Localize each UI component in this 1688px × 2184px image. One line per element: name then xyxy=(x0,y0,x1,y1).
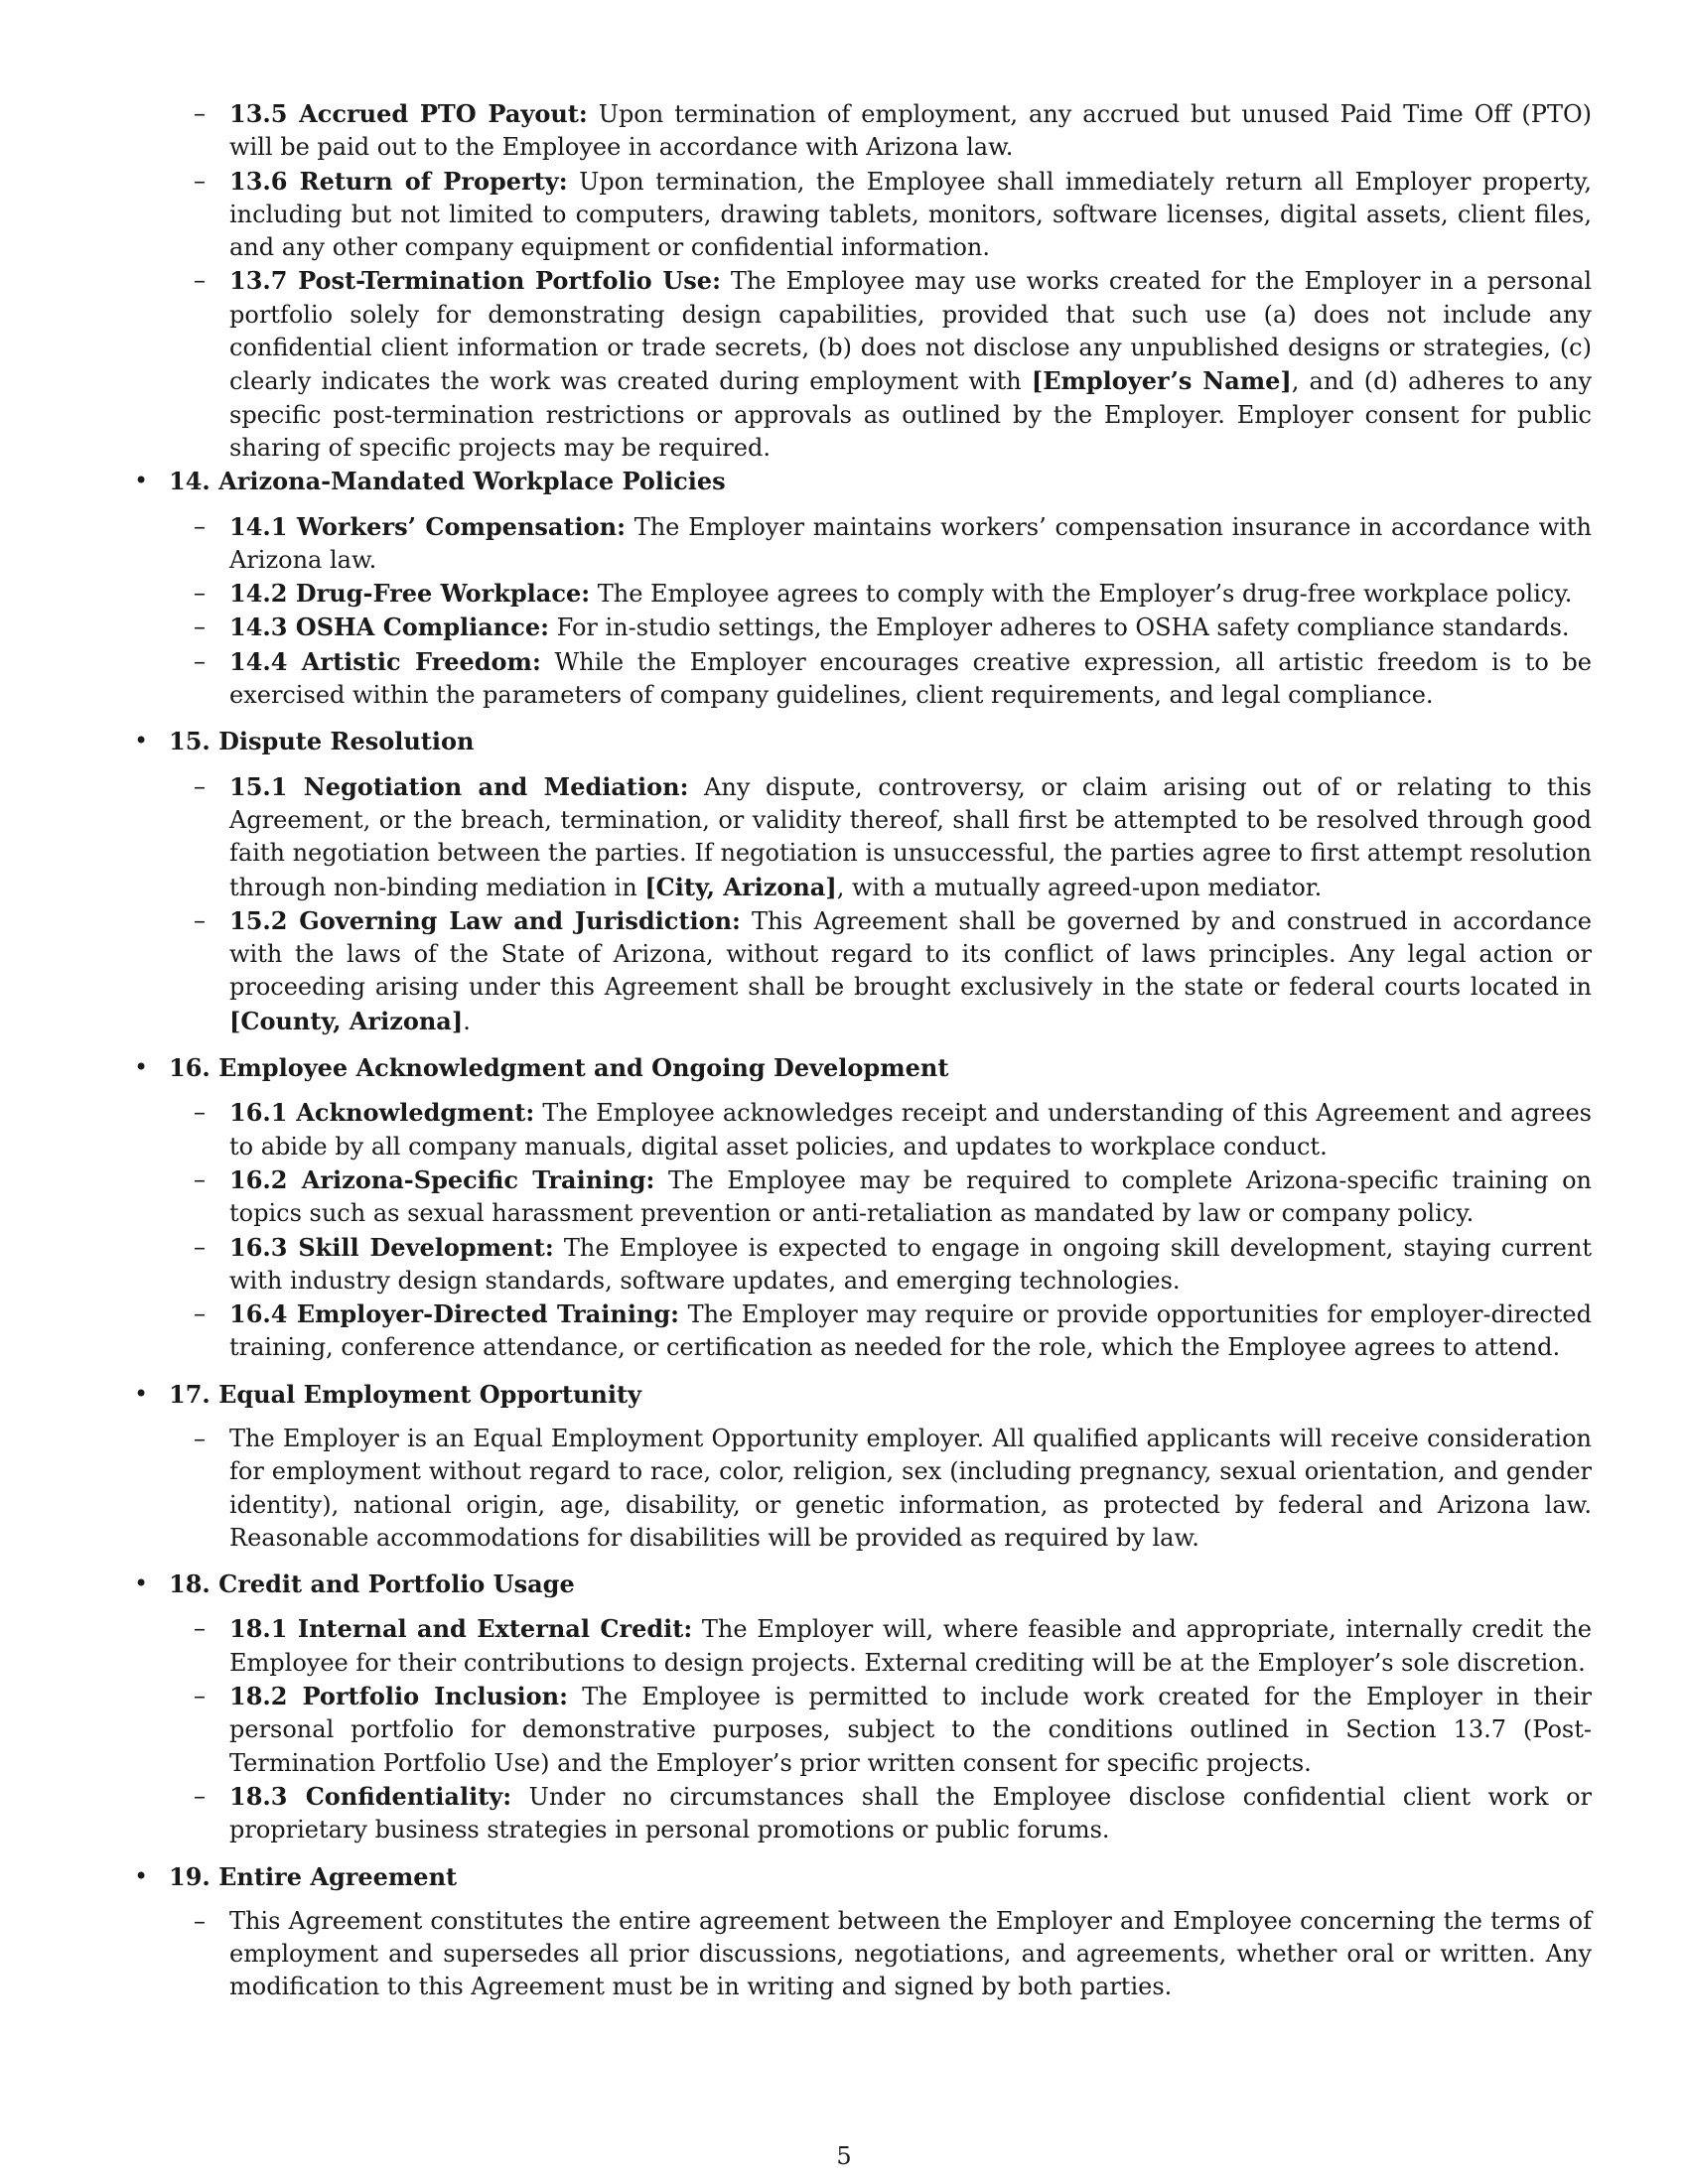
item-label: 13.5 Accrued PTO Payout: xyxy=(229,99,588,128)
list-item xyxy=(169,611,1592,644)
item-label: 18.3 Confidentiality: xyxy=(229,1781,512,1811)
section-heading: 17. Equal Employment Opportunity xyxy=(169,1379,642,1409)
item-label: 16.2 Arizona-Specific Training: xyxy=(229,1164,655,1194)
item-text: Under no circumstances shall the Employee disclose confidential client work or proprietary business strategies in personal promotions or public forums. xyxy=(229,1782,1592,1844)
item-text: The Employee may use works created for the Employer in a personal portfolio solely for demonstrating design capabilities, provided that such use (a) does not include any confidential client information or trade secrets, (b) does not disclose any unpublished designs or strategies, (c) clearly indicates the work was created during employment with xyxy=(229,267,1592,396)
item-label: 18.2 Portfolio Inclusion: xyxy=(229,1682,568,1711)
item-text: While the Employer encourages creative expression, all artistic freedom is to be exercised within the parameters of company guidelines, client requirements, and legal compliance. xyxy=(229,647,1592,710)
list-item xyxy=(169,97,1592,165)
section xyxy=(134,1860,1592,2004)
section xyxy=(134,1051,1592,1365)
bold-placeholder: [County, Arizona] xyxy=(229,1006,464,1035)
item-label: 13.7 Post-Termination Portfolio Use: xyxy=(229,266,721,296)
bullet-marker: • xyxy=(134,1379,149,1408)
dash-marker: – xyxy=(194,99,206,127)
dash-marker: – xyxy=(194,1424,206,1452)
item-label: 15.1 Negotiation and Mediation: xyxy=(229,771,689,801)
item-text: This Agreement constitutes the entire agreement between the Employer and Employee concerning the terms of employment and supersedes all prior discussions, negotiations, and agreements, whether oral or written. Any modification to this Agreement must be in writing and signed by both parties. xyxy=(229,1906,1592,2001)
bullet-marker: • xyxy=(134,1570,149,1598)
dash-marker: – xyxy=(194,1614,206,1643)
section-heading: 18. Credit and Portfolio Usage xyxy=(169,1570,575,1599)
dash-marker: – xyxy=(194,579,206,608)
item-label: 14.4 Artistic Freedom: xyxy=(229,646,541,676)
section-heading: 14. Arizona-Mandated Workplace Policies xyxy=(169,467,726,496)
item-list xyxy=(169,1612,1592,1846)
item-text: For in-studio settings, the Employer adheres to OSHA safety compliance standards. xyxy=(556,614,1570,642)
list-item xyxy=(169,1905,1592,2004)
dash-marker: – xyxy=(194,1164,206,1193)
dash-marker: – xyxy=(194,511,206,540)
item-label: 18.1 Internal and External Credit: xyxy=(229,1614,693,1644)
item-text: The Employee may be required to complete Arizona-specific training on topics such as sexual harassment prevention or anti-retaliation as mandated by law or company policy. xyxy=(229,1165,1592,1228)
bullet-marker: • xyxy=(134,467,149,495)
dash-marker: – xyxy=(194,905,206,934)
bullet-marker: • xyxy=(134,1053,149,1082)
item-label: 16.3 Skill Development: xyxy=(229,1232,554,1262)
item-text: The Employer will, where feasible and appropriate, internally credit the Employee for their contributions to design projects. External crediting will be at the Employer’s sole discretion. xyxy=(229,1615,1593,1677)
section xyxy=(134,1378,1592,1555)
dash-marker: – xyxy=(194,613,206,641)
item-text: Upon termination, the Employee shall immediately return all Employer property, including but not limited to computers, drawing tablets, monitors, software licenses, digital assets, client files, and any other company equipment or confidential information. xyxy=(229,167,1592,262)
list-item xyxy=(169,770,1592,904)
item-text: The Employee is expected to engage in ongoing skill development, staying current with industry design standards, software updates, and emerging technologies. xyxy=(229,1233,1592,1295)
list-item xyxy=(169,904,1592,1038)
item-text: , and (d) adheres to any specific post-termination restrictions or approvals as outlined by the Employer. Employer consent for public sharing of specific projects may be required. xyxy=(229,367,1593,462)
section xyxy=(134,1568,1592,1846)
item-text: This Agreement shall be governed by and construed in accordance with the laws of the State of Arizona, without regard to its conflict of laws principles. Any legal action or proceeding arising under this Agreement shall be brought exclusively in the state or federal courts located in xyxy=(229,906,1592,1002)
dash-marker: – xyxy=(194,771,206,800)
item-text: . xyxy=(463,1007,471,1035)
document-body xyxy=(134,97,1592,2004)
item-text: The Employer is an Equal Employment Opportunity employer. All qualified applicants will receive consideration for employment without regard to race, color, religion, sex (including pregnancy, sexual orientation, and gender identity), national origin, age, disability, or genetic information, as protected by federal and Arizona law. Reasonable accommodations for disabilities will be provided as required by law. xyxy=(229,1424,1592,1552)
item-label: 13.6 Return of Property: xyxy=(229,166,568,196)
item-list xyxy=(169,770,1592,1038)
section-list xyxy=(134,465,1592,2003)
item-list xyxy=(169,1096,1592,1364)
item-text: The Employee is permitted to include work created for the Employer in their personal portfolio for demonstrative purposes, subject to the conditions outlined in Section 13.7 (Post-Termination Portfolio Use) and the Employer’s prior written consent for specific projects. xyxy=(229,1683,1592,1777)
dash-marker: – xyxy=(194,266,206,295)
dash-marker: – xyxy=(194,1299,206,1328)
page-number: 5 xyxy=(836,2142,852,2170)
list-item xyxy=(169,510,1592,578)
list-item xyxy=(169,1231,1592,1298)
bullet-marker: • xyxy=(134,1861,149,1890)
dash-marker: – xyxy=(194,1098,206,1127)
dash-marker: – xyxy=(194,1232,206,1261)
continued-item-list xyxy=(169,97,1592,465)
item-list xyxy=(169,510,1592,713)
item-text: The Employee acknowledges receipt and understanding of this Agreement and agrees to abide by all company manuals, digital asset policies, and updates to workplace conduct. xyxy=(229,1099,1593,1160)
item-list xyxy=(169,1423,1592,1555)
item-text: , with a mutually agreed-upon mediator. xyxy=(836,873,1323,901)
item-label: 16.4 Employer-Directed Training: xyxy=(229,1299,680,1329)
bold-placeholder: [Employer’s Name] xyxy=(1031,366,1292,396)
dash-marker: – xyxy=(194,166,206,195)
dash-marker: – xyxy=(194,1682,206,1710)
section-continued xyxy=(134,97,1592,465)
item-text: The Employer may require or provide opportunities for employer-directed training, conference attendance, or certification as needed for the role, which the Employee agrees to attend. xyxy=(229,1300,1592,1362)
list-item xyxy=(169,1612,1592,1680)
bullet-marker: • xyxy=(134,727,149,755)
section xyxy=(134,465,1592,712)
list-item xyxy=(169,1163,1592,1231)
item-label: 15.2 Governing Law and Jurisdiction: xyxy=(229,905,741,935)
item-text: The Employer maintains workers’ compensation insurance in accordance with Arizona law. xyxy=(229,512,1592,574)
bold-placeholder: [City, Arizona] xyxy=(644,872,837,901)
dash-marker: – xyxy=(194,1906,206,1935)
section-heading: 16. Employee Acknowledgment and Ongoing Development xyxy=(169,1053,949,1083)
section-heading: 15. Dispute Resolution xyxy=(169,727,475,756)
section-heading: 19. Entire Agreement xyxy=(169,1861,458,1891)
list-item xyxy=(169,1780,1592,1847)
list-item xyxy=(169,165,1592,265)
list-item xyxy=(169,1096,1592,1163)
item-text: Any dispute, controversy, or claim arising out of or relating to this Agreement, or the breach, termination, or validity thereof, shall first be attempted to be resolved through good faith negotiation between the parties. If negotiation is unsuccessful, the parties agree to first attempt resolution through non-binding mediation in xyxy=(229,772,1592,901)
list-item xyxy=(169,645,1592,713)
dash-marker: – xyxy=(194,646,206,675)
section xyxy=(134,725,1592,1038)
item-label: 14.1 Workers’ Compensation: xyxy=(229,511,626,541)
item-label: 14.2 Drug-Free Workplace: xyxy=(229,579,591,609)
list-item xyxy=(169,1423,1592,1555)
dash-marker: – xyxy=(194,1781,206,1810)
list-item xyxy=(169,1297,1592,1365)
item-text: Upon termination of employment, any accrued but unused Paid Time Off (PTO) will be paid out to the Employee in accordance with Arizona law. xyxy=(229,100,1592,162)
item-label: 14.3 OSHA Compliance: xyxy=(229,613,549,642)
list-item xyxy=(169,1680,1592,1780)
list-item xyxy=(169,577,1592,611)
item-list xyxy=(169,1905,1592,2004)
item-label: 16.1 Acknowledgment: xyxy=(229,1098,535,1128)
item-text: The Employee agrees to comply with the Employer’s drug-free workplace policy. xyxy=(597,580,1573,609)
list-item xyxy=(169,264,1592,465)
